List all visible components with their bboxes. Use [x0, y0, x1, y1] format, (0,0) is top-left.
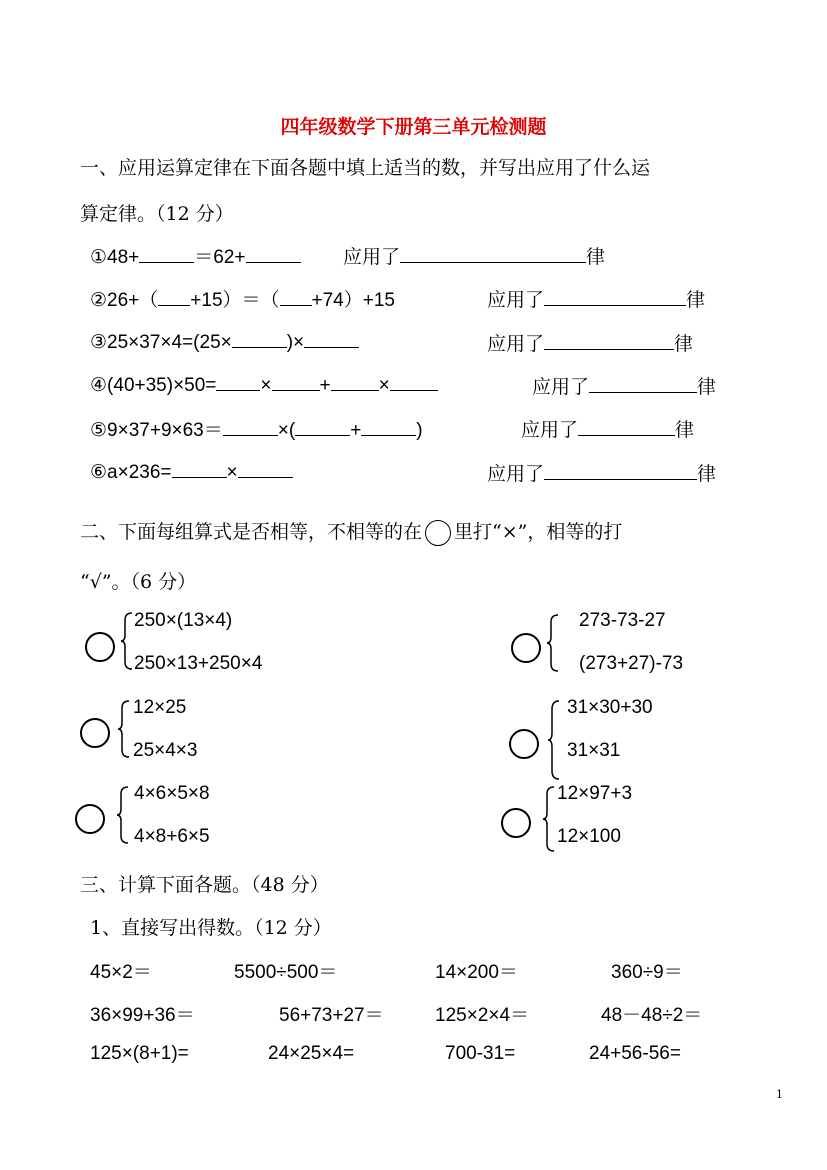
- answer-circle[interactable]: [75, 804, 105, 834]
- section2-heading-line2: “√”。（6 分）: [80, 571, 197, 593]
- blank-field[interactable]: [158, 287, 190, 306]
- page-number: 1: [776, 1088, 783, 1101]
- calc-item: 24×25×4=: [268, 1043, 355, 1064]
- calc-item: 24+56-56=: [589, 1043, 681, 1064]
- law-blank[interactable]: [578, 417, 675, 436]
- item-3: ③25×37×4=(25× )×: [90, 329, 359, 354]
- calc-item: 5500÷500＝: [234, 962, 338, 983]
- blank-field[interactable]: [223, 417, 278, 436]
- item-3-law: 应用了 律: [487, 329, 693, 356]
- pair-top-expression: 31×30+30: [567, 697, 653, 718]
- pair-bottom-expression: 250×13+250×4: [134, 653, 263, 674]
- blank-field[interactable]: [232, 329, 287, 348]
- brace-icon: [117, 700, 131, 758]
- blank-field[interactable]: [246, 244, 301, 263]
- answer-circle[interactable]: [80, 718, 110, 748]
- pair-top-expression: 250×(13×4): [134, 610, 233, 631]
- calc-item: 45×2＝: [90, 962, 152, 983]
- pair-top-expression: 12×25: [133, 697, 187, 718]
- brace-icon: [546, 614, 560, 672]
- law-blank[interactable]: [544, 461, 697, 480]
- law-blank[interactable]: [589, 374, 697, 393]
- blank-field[interactable]: [280, 287, 312, 306]
- pair-bottom-expression: 31×31: [567, 740, 621, 761]
- brace-icon: [120, 612, 134, 670]
- brace-icon: [547, 700, 561, 780]
- item-1-law: 应用了 律: [343, 242, 605, 269]
- section1-heading-line2: 算定律。（12 分）: [80, 203, 234, 225]
- calc-item: 14×200＝: [435, 962, 518, 983]
- item-6-law: 应用了 律: [487, 459, 716, 486]
- item-5: ⑤9×37+9×63＝ ×( + ): [90, 415, 423, 442]
- answer-circle[interactable]: [509, 729, 539, 759]
- blank-field[interactable]: [390, 372, 438, 391]
- blank-field[interactable]: [304, 329, 359, 348]
- pair-bottom-expression: 25×4×3: [133, 740, 198, 761]
- item-2: ②26+（ +15）＝（ +74）+15: [90, 285, 395, 312]
- blank-field[interactable]: [172, 459, 227, 478]
- pair-top-expression: 4×6×5×8: [134, 783, 210, 804]
- blank-field[interactable]: [139, 244, 194, 263]
- answer-circle-icon: [425, 520, 451, 546]
- calc-item: 56+73+27＝: [279, 1005, 384, 1026]
- answer-circle[interactable]: [511, 633, 541, 663]
- blank-field[interactable]: [295, 417, 350, 436]
- pair-top-expression: 273-73-27: [579, 610, 666, 631]
- item-5-law: 应用了 律: [521, 415, 694, 442]
- calc-item: 700-31=: [445, 1043, 516, 1064]
- law-blank[interactable]: [400, 244, 586, 263]
- blank-field[interactable]: [216, 372, 260, 391]
- section3-heading: 三、计算下面各题。（48 分）: [80, 874, 329, 896]
- item-1: ①48+ ＝62+: [90, 242, 301, 269]
- section3-sub1: 1、直接写出得数。（12 分）: [90, 917, 332, 939]
- calc-item: 125×2×4＝: [435, 1005, 530, 1026]
- item-2-law: 应用了 律: [487, 285, 705, 312]
- brace-icon: [116, 786, 130, 844]
- answer-circle[interactable]: [501, 808, 531, 838]
- answer-circle[interactable]: [85, 632, 115, 662]
- pair-bottom-expression: 12×100: [557, 826, 621, 847]
- calc-item: 360÷9＝: [611, 962, 683, 983]
- blank-field[interactable]: [272, 372, 320, 391]
- blank-field[interactable]: [238, 459, 293, 478]
- calc-item: 125×(8+1)=: [90, 1043, 189, 1064]
- page-title: 四年级数学下册第三单元检测题: [280, 116, 547, 138]
- item-6: ⑥a×236= ×: [90, 459, 293, 484]
- section1-heading-line1: 一、应用运算定律在下面各题中填上适当的数，并写出应用了什么运: [80, 157, 651, 179]
- law-blank[interactable]: [544, 287, 686, 306]
- calc-item: 36×99+36＝: [90, 1005, 195, 1026]
- item-4: ④(40+35)×50= × + ×: [90, 372, 438, 397]
- pair-bottom-expression: (273+27)-73: [579, 653, 684, 674]
- section2-heading-line1: 二、下面每组算式是否相等，不相等的在 里打“×”，相等的打: [80, 517, 622, 546]
- blank-field[interactable]: [331, 372, 379, 391]
- pair-top-expression: 12×97+3: [557, 783, 633, 804]
- brace-icon: [542, 786, 556, 852]
- item-4-law: 应用了 律: [532, 372, 716, 399]
- law-blank[interactable]: [544, 331, 674, 350]
- calc-item: 48－48÷2＝: [601, 1005, 703, 1026]
- pair-bottom-expression: 4×8+6×5: [134, 826, 210, 847]
- blank-field[interactable]: [361, 417, 416, 436]
